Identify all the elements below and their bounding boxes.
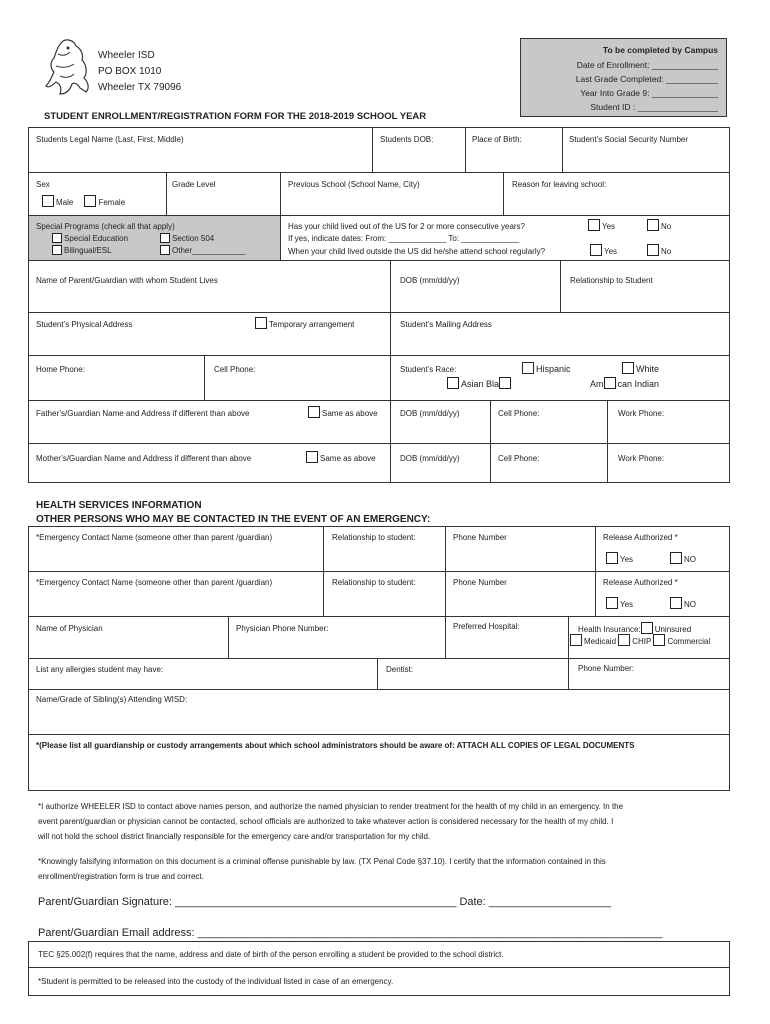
uninsured-checkbox[interactable] — [641, 622, 653, 634]
temporary-checkbox[interactable] — [255, 317, 267, 329]
emerg1-relationship-label: Relationship to student: — [332, 533, 416, 542]
parent-dob-label: DOB (mm/dd/yy) — [400, 276, 460, 285]
sec504-label: Section 504 — [172, 234, 215, 243]
parent-label: Name of Parent/Guardian with whom Student Lives — [36, 276, 218, 285]
male-checkbox[interactable] — [42, 195, 54, 207]
special-options-1 — [52, 233, 128, 243]
lived-no — [647, 219, 671, 231]
regular-yes-checkbox[interactable] — [590, 244, 602, 256]
regular-no-checkbox[interactable] — [647, 244, 659, 256]
prev-school-label: Previous School (School Name, City) — [288, 180, 420, 189]
emerg1-no — [670, 552, 696, 564]
allergies-label: List any allergies student may have: — [36, 665, 164, 674]
emerg2-yes — [606, 597, 633, 609]
sex-label: Sex — [36, 180, 50, 189]
chip-checkbox[interactable] — [618, 634, 630, 646]
amind-label-b: can Indian — [617, 379, 660, 389]
email-line[interactable]: Parent/Guardian Email address: ____________________________________________________________________________ — [38, 927, 663, 939]
falsify-line-2: enrollment/registration form is true and correct. — [38, 872, 204, 881]
dentist-phone-label: Phone Number: — [578, 664, 635, 673]
asian-checkbox[interactable] — [447, 377, 459, 389]
sped-checkbox[interactable] — [52, 233, 62, 243]
medicaid-label: Medicaid — [584, 637, 617, 646]
other-label: Other____________ — [172, 246, 246, 255]
regularly-label: When your child lived outside the US did he/she attend school regularly? — [288, 247, 546, 256]
falsify-paragraph — [38, 854, 728, 884]
custody-label: *(Please list all guardianship or custody arrangements about which school administrators should be aware of: ATTACH ALL COPIES OF LEGAL DOCUMENTS — [36, 741, 635, 750]
emerg1-phone-label: Phone Number — [453, 533, 507, 542]
mother-cell-label: Cell Phone: — [498, 454, 540, 463]
special-options-3 — [52, 245, 112, 255]
emerg1-no-label: NO — [684, 555, 696, 564]
home-phone-label: Home Phone: — [36, 365, 85, 374]
mother-same-option — [306, 451, 376, 463]
campus-student-id[interactable]: Student ID : _________________ — [590, 102, 718, 112]
emerg2-yes-label: Yes — [620, 600, 634, 609]
campus-box — [520, 38, 727, 117]
authorize-paragraph — [38, 799, 728, 844]
legal-name-label: Students Legal Name (Last, First, Middle) — [36, 135, 184, 144]
emerg2-yes-checkbox[interactable] — [606, 597, 618, 609]
mustang-logo — [44, 38, 94, 96]
regular-yes — [590, 244, 617, 256]
asian-option — [447, 377, 513, 389]
emerg2-no — [670, 597, 696, 609]
father-same-label: Same as above — [322, 409, 378, 418]
asian-label: Asian Bla — [461, 379, 500, 389]
special-options-4 — [160, 245, 245, 255]
father-cell-label: Cell Phone: — [498, 409, 540, 418]
mother-same-label: Same as above — [320, 454, 376, 463]
ssn-label: Student’s Social Security Number — [569, 135, 689, 144]
insurance-label: Health Insurance: — [578, 625, 641, 634]
white-label: White — [636, 364, 660, 374]
authorize-line-3: will not hold the school district financially responsible for the emergency care and/or transportation for my child. — [38, 832, 431, 841]
insurance-types — [570, 634, 710, 646]
lived-yes-checkbox[interactable] — [588, 219, 600, 231]
emerg1-contact-label: *Emergency Contact Name (someone other than parent /guardian) — [36, 533, 273, 542]
mother-dob-label: DOB (mm/dd/yy) — [400, 454, 460, 463]
special-options-2 — [160, 233, 214, 243]
dentist-label: Dentist: — [386, 665, 414, 674]
physician-name-label: Name of Physician — [36, 624, 103, 633]
father-work-label: Work Phone: — [618, 409, 665, 418]
emerg2-release-label: Release Authorized * — [603, 578, 678, 587]
lived-yes — [588, 219, 615, 231]
commercial-checkbox[interactable] — [653, 634, 665, 646]
emergency-heading: OTHER PERSONS WHO MAY BE CONTACTED IN THE EVENT OF AN EMERGENCY: — [36, 514, 431, 525]
siblings-label: Name/Grade of Sibling(s) Attending WISD: — [36, 695, 188, 704]
emerg2-no-label: NO — [684, 600, 696, 609]
campus-grade9[interactable]: Year Into Grade 9: ______________ — [580, 88, 718, 98]
father-same-option — [308, 406, 378, 418]
signature-line[interactable]: Parent/Guardian Signature: ______________________________________________ Date: ____________________ — [38, 896, 612, 908]
authorize-line-2: event parent/guardian or physician cannot be contacted, school officials are authorized to take whatever action is considered necessary for the health of my child. I — [38, 817, 614, 826]
sex-options — [42, 195, 125, 207]
white-checkbox[interactable] — [622, 362, 634, 374]
special-programs-label: Special Programs (check all that apply) — [36, 222, 175, 231]
amind-checkbox[interactable] — [604, 377, 616, 389]
amind-option — [590, 377, 659, 389]
black-checkbox[interactable] — [499, 377, 511, 389]
chip-label: CHIP — [632, 637, 652, 646]
medicaid-checkbox[interactable] — [570, 634, 582, 646]
campus-enrollment[interactable]: Date of Enrollment: ______________ — [576, 60, 718, 70]
father-label: Father’s/Guardian Name and Address if different than above — [36, 409, 250, 418]
temporary-option — [255, 317, 354, 329]
emerg2-relationship-label: Relationship to student: — [332, 578, 416, 587]
pob-label: Place of Birth: — [472, 135, 522, 144]
released-text: *Student is permitted to be released into the custody of the individual listed in case of an emergency. — [38, 977, 394, 986]
hospital-label: Preferred Hospital: — [453, 622, 520, 631]
lived-no-checkbox[interactable] — [647, 219, 659, 231]
dob-label: Students DOB: — [380, 135, 434, 144]
mailing-address-label: Student’s Mailing Address — [400, 320, 492, 329]
mother-work-label: Work Phone: — [618, 454, 665, 463]
emerg1-release-label: Release Authorized * — [603, 533, 678, 542]
cell-phone-label: Cell Phone: — [214, 365, 256, 374]
campus-title: To be completed by Campus — [602, 45, 718, 55]
male-label: Male — [56, 198, 74, 207]
falsify-line-1: *Knowingly falsifying information on this document is a criminal offense punishable by law. (TX Penal Code §37.10). I certify that the information contained in this — [38, 857, 606, 866]
emerg2-no-checkbox[interactable] — [670, 597, 682, 609]
esl-label: Bilingual/ESL — [64, 246, 112, 255]
father-same-checkbox[interactable] — [308, 406, 320, 418]
school-name: Wheeler ISD — [98, 50, 155, 61]
health-title: HEALTH SERVICES INFORMATION — [36, 500, 202, 511]
physical-address-label: Student’s Physical Address — [36, 320, 133, 329]
authorize-line-1: *I authorize WHEELER ISD to contact above names person, and authorize the named physician to render treatment for the health of my child in an emergency. In the — [38, 802, 624, 811]
temporary-label: Temporary arrangement — [269, 320, 355, 329]
esl-checkbox[interactable] — [52, 245, 62, 255]
mother-label: Mother’s/Guardian Name and Address if different than above — [36, 454, 252, 463]
lived-yes-label: Yes — [602, 222, 616, 231]
emerg1-yes-checkbox[interactable] — [606, 552, 618, 564]
school-city: Wheeler TX 79096 — [98, 82, 182, 93]
white-option — [622, 362, 659, 374]
relationship-label: Relationship to Student — [570, 276, 653, 285]
dates-label: If yes, indicate dates: From: _____________ To: _____________ — [288, 234, 520, 243]
grade-label: Grade Level — [172, 180, 216, 189]
emerg1-yes-label: Yes — [620, 555, 634, 564]
school-box: PO BOX 1010 — [98, 66, 162, 77]
reason-label: Reason for leaving school: — [512, 180, 607, 189]
emerg2-contact-label: *Emergency Contact Name (someone other than parent /guardian) — [36, 578, 273, 587]
campus-last-grade[interactable]: Last Grade Completed: ___________ — [575, 74, 718, 84]
race-label: Student’s Race: — [400, 365, 457, 374]
regular-yes-label: Yes — [604, 247, 618, 256]
hispanic-option — [522, 362, 571, 374]
physician-phone-label: Physician Phone Number: — [236, 624, 329, 633]
hispanic-label: Hispanic — [536, 364, 571, 374]
amind-label-a: Am — [590, 379, 604, 389]
tec-text: TEC §25.002(f) requires that the name, address and date of birth of the person enrolling a student be provided to the school district. — [38, 950, 504, 959]
female-label: Female — [98, 198, 126, 207]
emerg1-yes — [606, 552, 633, 564]
form-title: STUDENT ENROLLMENT/REGISTRATION FORM FOR THE 2018-2019 SCHOOL YEAR — [44, 111, 427, 122]
lived-no-label: No — [661, 222, 672, 231]
female-checkbox[interactable] — [84, 195, 96, 207]
father-dob-label: DOB (mm/dd/yy) — [400, 409, 460, 418]
lived-out-label: Has your child lived out of the US for 2 or more consecutive years? — [288, 222, 525, 231]
regular-no-label: No — [661, 247, 672, 256]
emerg1-no-checkbox[interactable] — [670, 552, 682, 564]
sec504-checkbox[interactable] — [160, 233, 170, 243]
insurance-row — [578, 622, 691, 634]
regular-no — [647, 244, 671, 256]
emerg2-phone-label: Phone Number — [453, 578, 507, 587]
other-checkbox[interactable] — [160, 245, 170, 255]
commercial-label: Commercial — [667, 637, 711, 646]
uninsured-label: Uninsured — [654, 625, 692, 634]
school-address — [98, 48, 181, 96]
sped-label: Special Education — [64, 234, 129, 243]
mother-same-checkbox[interactable] — [306, 451, 318, 463]
hispanic-checkbox[interactable] — [522, 362, 534, 374]
